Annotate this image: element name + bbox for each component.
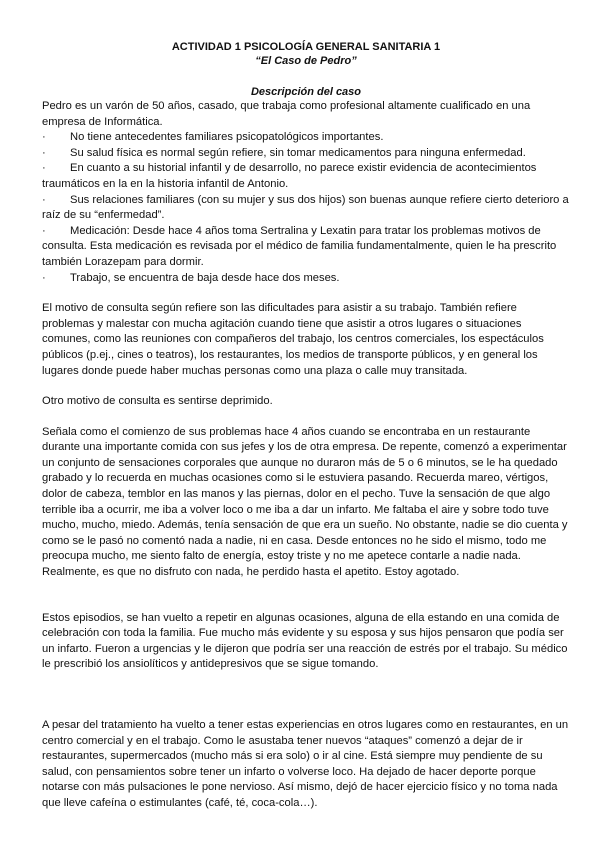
list-item [42, 271, 570, 287]
bullet-icon: · [42, 224, 46, 237]
consultation-reason-paragraph: El motivo de consulta según refiere son las dificultades para asistir a su trabajo. También refiere problemas y malestar con mucha agitación cuando tiene que asistir a otros lugares o situaciones comunes, como las reuniones con compañeros del trabajo, los centros comerciales, los espectáculos públicos (p.ej., cines o teatros), los restaurantes, los medios de transporte públicos, y en general los lugares donde puede haber muchas personas como una plaza o calle muy transitada. [42, 302, 544, 377]
bullet-text: No tiene antecedentes familiares psicopatológicos importantes. [70, 131, 384, 144]
episodes-paragraph: Estos episodios, se han vuelto a repetir en algunas ocasiones, alguna de ella estando en una comida de celebración con toda la familia. Fue mucho más evidente y su esposa y sus hijos pensaron que podía ser un infarto. Fueron a urgencias y le dijeron que podría ser una reacción de estrés por el trabajo. Su médico le prescribió los ansiolíticos y antidepresivos que se sigue tomando. [42, 611, 568, 671]
bullet-text: Medicación: Desde hace 4 años toma Sertralina y Lexatin para tratar los problemas motivos de consulta. Esta medicación es revisada por el médico de familia fundamentalmente, quien le ha prescrito también Lorazepam para dormir. [42, 224, 557, 268]
bullet-icon: · [42, 162, 46, 175]
bullet-text: Sus relaciones familiares (con su mujer y sus dos hijos) son buenas aunque refiere cierto deterioro a raíz de su “enfermedad”. [42, 193, 569, 222]
document-subtitle: “El Caso de Pedro” [255, 55, 357, 67]
bullet-text: Trabajo, se encuentra de baja desde hace dos meses. [70, 271, 340, 284]
list-item [42, 130, 570, 146]
list-item [42, 224, 570, 271]
list-item [42, 193, 570, 224]
bullet-icon: · [42, 131, 46, 144]
onset-paragraph: Señala como el comienzo de sus problemas hace 4 años cuando se encontraba en un restaurante durante una importante comida con sus jefes y los de otra empresa. De repente, comenzó a experimentar un conjunto de sensaciones corporales que aunque no duraron más de 5 o 6 minutos, se le ha quedado grabado y lo recuerda en muchas ocasiones como si le estuviera pasando. Recuerda mareo, vértigos, dolor de cabeza, temblor en las manos y las piernas, dolor en el pecho. Tuve la sensación de que algo terrible iba a ocurrir, me iba a volver loco o me iba a dar un infarto. Me faltaba el aire y sobre todo tuve mucho, mucho, miedo. Además, tenía sensación de que era un sueño. No obstante, nadie se dio cuenta y como se le pasó no comentó nada a nadie, ni en casa. Desde entonces no he sido el mismo, todo me preocupa mucho, me siento falto de energía, estoy triste y no me apetece contarle a nadie nada. Realmente, es que no disfruto con nada, he perdido hasta el apetito. Estoy agotado. [42, 425, 568, 579]
bullet-icon: · [42, 193, 46, 206]
list-item [42, 146, 570, 162]
treatment-paragraph: A pesar del tratamiento ha vuelto a tener estas experiencias en otros lugares como en restaurantes, en un centro comercial y en el trabajo. Como le asustaba tener nuevos “ataques” comenzó a dejar de ir restaurantes, supermercados (mucho más si era solo) o ir al cine. Está siempre muy pendiente de su salud, con pensamientos sobre tener un infarto o volverse loco. Ha dejado de hacer deporte porque notarse con más pulsaciones le pone nervioso. Así mismo, dejó de hacer ejercicio físico y no toma nada que lleve cafeína o estimulantes (café, té, coca-cola…). [42, 719, 569, 809]
bullet-text: Su salud física es normal según refiere, sin tomar medicamentos para ninguna enfermedad. [70, 146, 526, 159]
bullet-icon: · [42, 271, 46, 284]
intro-paragraph: Pedro es un varón de 50 años, casado, que trabaja como profesional altamente cualificado en una empresa de Informática. [42, 100, 531, 128]
depression-paragraph: Otro motivo de consulta es sentirse deprimido. [42, 395, 273, 408]
document-page [42, 40, 570, 812]
document-title: ACTIVIDAD 1 PSICOLOGÍA GENERAL SANITARIA 1 [171, 41, 441, 53]
section-heading: Descripción del caso [250, 86, 362, 98]
bullet-text: En cuanto a su historial infantil y de desarrollo, no parece existir evidencia de acontecimientos traumáticos en la en la historia infantil de Antonio. [42, 162, 537, 190]
case-bullet-list [42, 130, 570, 286]
list-item [42, 161, 570, 192]
bullet-icon: · [42, 146, 46, 159]
